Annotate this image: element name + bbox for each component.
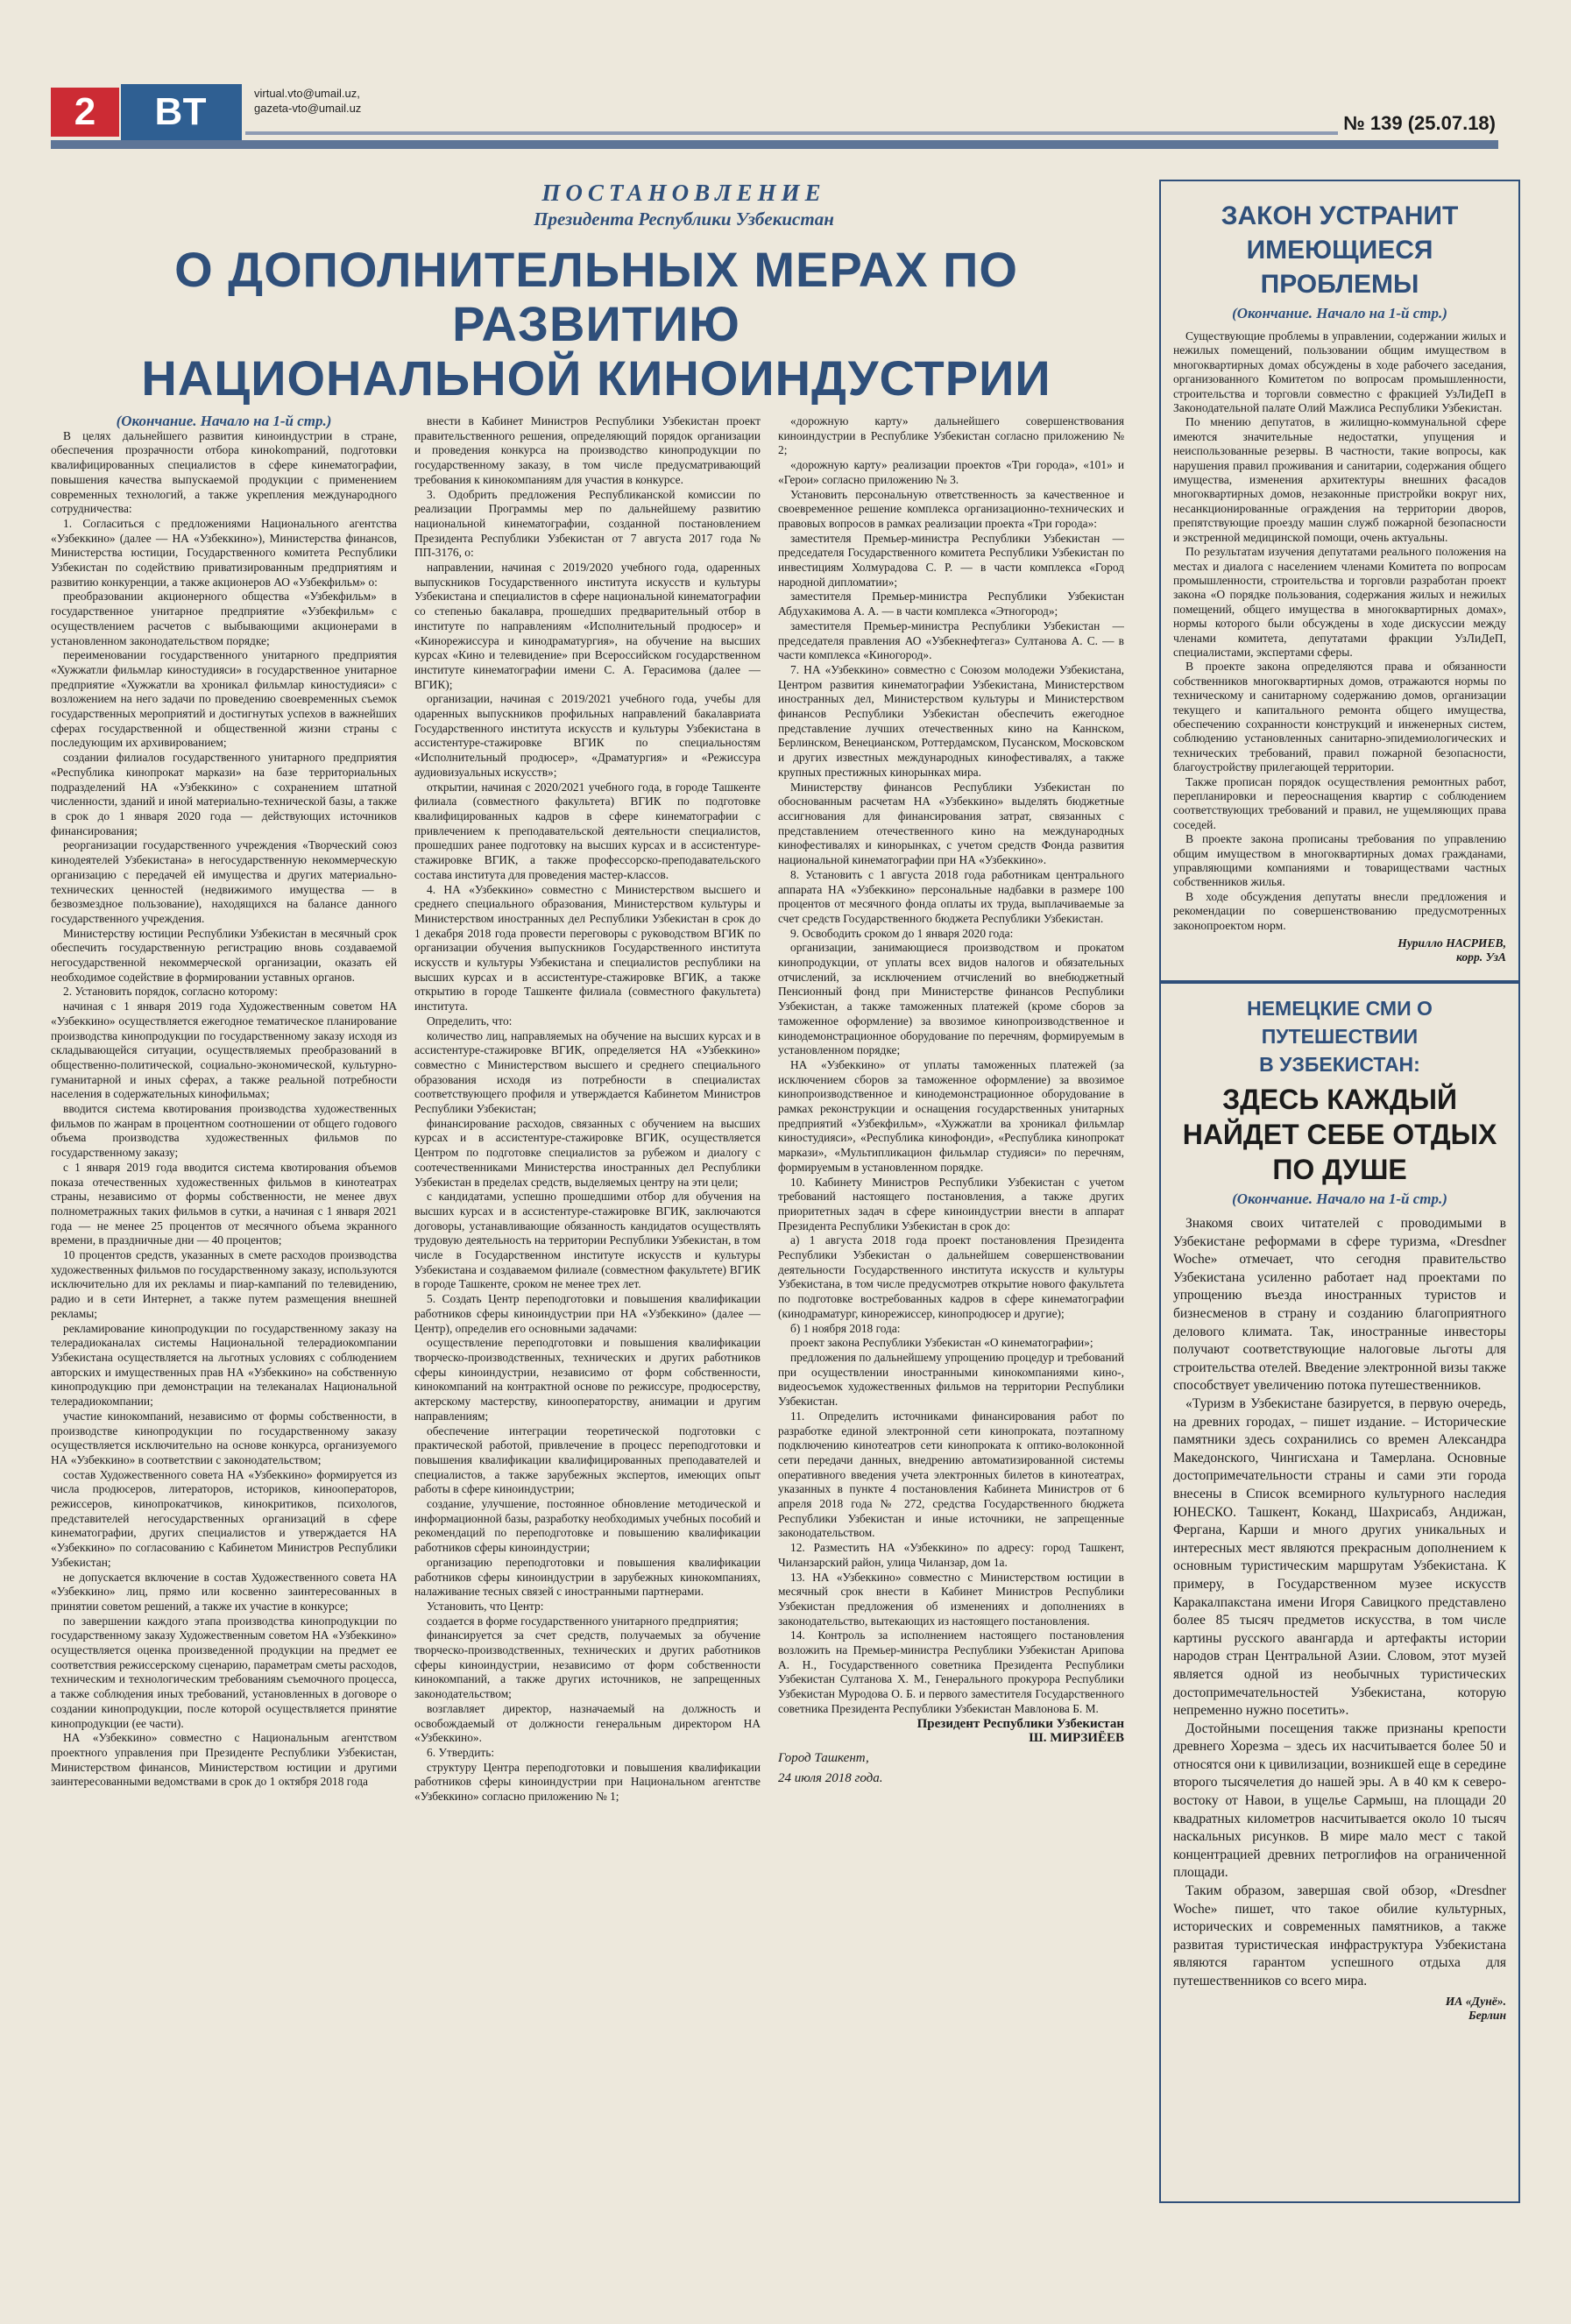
- paragraph: 5. Создать Центр переподготовки и повышения квалификации работников сферы киноиндустрии при НА «Узбеккино» (далее — Центр), определив его основными задачами:: [414, 1292, 761, 1335]
- paragraph: Достойными посещения также признаны крепости древнего Хорезма – здесь их насчитывается более 50 и относятся они к цивилизации, возникшей еще в середине второго тысячелетия до нашей эры. А в 40 км к северо-востоку от Навои, в ущелье Сармыш, на площади 20 квадратных километров насчитывается около 10 тысяч наскальных рисунков. В мире мало мест с такой концентрацией древних петроглифов на ограниченной площади.: [1173, 1720, 1506, 1881]
- paragraph: Таким образом, завершая свой обзор, «Dresdner Woche» пишет, что такое обилие культурных, исторических и современных памятников, а также развитая туристическая инфраструктура Узбекистана являются гарантом успешного отдыха для путешественников со всего мира.: [1173, 1883, 1506, 1988]
- header-band: [51, 140, 1498, 149]
- page-header: [0, 0, 1571, 184]
- paragraph: 4. НА «Узбеккино» совместно с Министерством высшего и среднего специального образования, Министерством культуры и Министерством иностранных дел Республики Узбекистан в срок до 1 декабря 2018 года провести переговоры с руководством ВГИК по организации обучения выпускников Государственного института искусств и культуры Узбекистана и специалистов республики на высших курсах и в ассистентуре-стажировке ВГИК, а также открытию в городе Ташкенте филиала (совместного факультета) института.: [414, 882, 761, 1014]
- story2-subtitle: ЗДЕСЬ КАЖДЫЙ НАЙДЕТ СЕБЕ ОТДЫХ ПО ДУШЕ: [1182, 1084, 1497, 1186]
- paragraph: По мнению депутатов, в жилищно-коммунальной сфере имеются значительные недостатки, упущения и неиспользованные резервы. В частности, такие вопросы, как нарушения правил проживания и санитарии, содержания общего имущества, изменения архитектуры внешних фасадов многоквартирных домов, незаконные пристройки вокруг них, несанкционированные ограждения на территории дворов, препятствующие проезду машин служб пожарной безопасности и экстренной медицинской помощи, очень актуальны.: [1173, 415, 1506, 544]
- story2-title-line-2: В УЗБЕКИСТАН:: [1259, 1053, 1420, 1077]
- signing-place: Город Ташкент,: [778, 1750, 869, 1765]
- sidebar-author: [1173, 936, 1506, 964]
- column-3-paragraphs: [778, 414, 1124, 1717]
- paragraph: открытии, начиная с 2020/2021 учебного года, в городе Ташкенте филиала (совместного факультета) ВГИК по подготовке квалифицированных кадров в сфере кинематографии с привлечением к преподавательской деятельности специалистов, прошедших ранее подготовку на высших курсах и в ассистентуре-стажировке ВГИК, а также профессорско-преподавательского состава института для проведения мастер-классов.: [414, 780, 761, 881]
- paragraph: создание, улучшение, постоянное обновление методической и информационной базы, разработку необходимых учебных пособий и рекомендаций по переподготовке и повышению квалификации работников сферы киноиндустрии;: [414, 1497, 761, 1555]
- paragraph: осуществление переподготовки и повышения квалификации творческо-производственных, технических и других работников сферы киноиндустрии, независимо от форм собственности, кинокомпаний на контрактной основе по режиссуре, продюсерству, актерскому мастерству, кинооператорству, анимации и другим направлениям;: [414, 1336, 761, 1423]
- story2-body: [1173, 1215, 1506, 1991]
- paragraph: Министерству юстиции Республики Узбекистан в месячный срок обеспечить государственную регистрацию вновь создаваемой негосударственной некоммерческой организации, оказать ей необходимое содействие в формировании уставных органов.: [51, 926, 397, 984]
- contact-emails: [254, 86, 361, 116]
- paragraph: НА «Узбеккино» совместно с Национальным агентством проектного управления при Президенте Республики Узбекистан, Министерством финансов, Министерством юстиции и другими заинтересованными ведомствами в срок до 1 октября 2018 года: [51, 1731, 397, 1789]
- paragraph: Министерству финансов Республики Узбекистан по обоснованным расчетам НА «Узбеккино» выделять бюджетные ассигнования для финансирования затрат, связанных с представлением отечественного кино на международных кинофестивалях и кинорынках, с учетом средств Фонда развития национальной кинематографии при НА «Узбеккино».: [778, 780, 1124, 867]
- paragraph: заместителя Премьер-министра Республики Узбекистан — председателя правления АО «Узбекнефтегаз» Султанова А. С. — в части комплекса «Киногород».: [778, 618, 1124, 662]
- paragraph: 6. Утвердить:: [427, 1745, 495, 1759]
- story2-title-line-1: НЕМЕЦКИЕ СМИ О ПУТЕШЕСТВИИ: [1247, 997, 1433, 1049]
- sidebar-author-role: корр. УзА: [1456, 950, 1506, 964]
- paragraph: 3. Одобрить предложения Республиканской комиссии по реализации Программы мер по дальнейшему развитию национальной кинематографии, созданной постановлением Президента Республики Узбекистан от 7 августа 2017 года № ПП-3176, о:: [414, 487, 761, 560]
- paragraph: НА «Узбеккино» от уплаты таможенных платежей (за исключением сборов за таможенное оформление) за ввозимое кинопроизводственное и кинодемонстрационное оборудование в рамках реконструкции и оснащения государственных унитарных предприятий «Узбекфильм», «Хужжатли ва хроникал фильмлар киностудияси», «Республика кинофонди», «Республика кинопрокат маркази», «Мультипликацион фильмлар студияси» по перечням, формируемым в установленном порядке.: [778, 1057, 1124, 1174]
- paragraph: организацию переподготовки и повышения квалификации работников сферы киноиндустрии в зарубежных кинокомпаниях, налаживание тесных связей с иностранными партнерами.: [414, 1555, 761, 1599]
- paragraph: В проекте закона прописаны требования по управлению общим имуществом в многоквартирных домах гражданами, управляющими компаниями и товариществами частных собственников жилья.: [1173, 832, 1506, 889]
- article-column-1: [51, 414, 397, 2324]
- paragraph: а) 1 августа 2018 года проект постановления Президента Республики Узбекистан о дальнейшем совершенствовании деятельности Государственного института искусств и культуры Узбекистана, в том числе предусмотрев открытие нового факультета по подготовке востребованных кадров в сфере кинематографии (кинодраматург, кинорежиссер, кинопродюсер и другие);: [778, 1233, 1124, 1320]
- paragraph: внести в Кабинет Министров Республики Узбекистан проект правительственного решения, определяющий порядок организации и проведения конкурса на производство кинопродукции по государственному заказу, в том числе предусматривающий требования к кинокомпаниям для участия в конкурсе.: [414, 414, 761, 486]
- paragraph: Знакомя своих читателей с проводимыми в Узбекистане реформами в сфере туризма, «Dresdner Woche» отмечает, что сегодня правительство Узбекистана усиленно работает над проектами по упрощению въезда иностранных туристов и бизнесменов в страну и созданию благоприятного делового климата. Так, иностранные инвесторы получают соответствующие налоговые льготы для строительства отелей. Введение электронной визы также способствует увеличению потока путешественников.: [1173, 1216, 1506, 1394]
- sidebar-author-name: Нурилло НАСРИЕВ,: [1398, 936, 1506, 950]
- headline-line-1: О ДОПОЛНИТЕЛЬНЫХ МЕРАХ ПО РАЗВИТИЮ: [174, 242, 1018, 351]
- paragraph: структуру Центра переподготовки и повышения квалификации работников сферы киноиндустрии при Национальном агентстве «Узбеккино» согласно приложению № 1;: [414, 1760, 761, 1804]
- issue-number: № 139 (25.07.18): [1338, 112, 1501, 135]
- paragraph: 10. Кабинету Министров Республики Узбекистан с учетом требований настоящего постановления, а также других приоритетных задач в сфере киноиндустрии внести в аппарат Президента Республики Узбекистан в срок до:: [778, 1175, 1124, 1233]
- signature-title: Президент Республики Узбекистан: [916, 1716, 1124, 1731]
- sidebar-body: [1173, 329, 1506, 933]
- paragraph: организации, начиная с 2019/2021 учебного года, учебы для одаренных выпускников профильных направлений бакалавриата Государственного института искусств и культуры Узбекистана в ассистентуре-стажировке ВГИК по специальностям «Исполнительный продюсер», «Драматургия» и «Режиссура аудиовизуальных искусств»;: [414, 692, 761, 779]
- story2-title: [1173, 994, 1506, 1078]
- paragraph: преобразовании акционерного общества «Узбекфильм» в государственное унитарное предприятие «Узбекфильм» с осуществлением расчетов с выбывающими акционерами в установленном законодательством порядке;: [51, 590, 397, 647]
- continued-note: (Окончание. Начало на 1-й стр.): [116, 414, 332, 429]
- paragraph: рекламирование кинопродукции по государственному заказу на телерадиоканалах системы Национальной телерадиокомпании Узбекистана осуществляется на льготных условиях с соблюдением авторских и имущественных прав НА «Узбеккино» на собственную кинопродукцию при демонстрации на телеканалах Национальной телерадиокомпании;: [51, 1321, 397, 1409]
- column-1-paragraphs: [51, 429, 397, 1790]
- sidebar-continued: (Окончание. Начало на 1-й стр.): [1232, 305, 1447, 321]
- email-1: virtual.vto@umail.uz,: [254, 87, 360, 100]
- paragraph: финансируется за счет средств, получаемых за обучение творческо-производственных, технических и других работников сферы киноиндустрии, независимо от форм собственности кинокомпаний, а также других источников, не запрещенных законодательством;: [414, 1628, 761, 1701]
- paragraph: 10 процентов средств, указанных в смете расходов производства художественных фильмов по государственному заказу, используются исключительно для их рекламы и пиар-кампаний по телевидению, радио и в сети Интернет, а также путем размещения внешней рекламы;: [51, 1248, 397, 1320]
- article-kicker: ПОСТАНОВЛЕНИЕ: [541, 180, 826, 206]
- paragraph: В целях дальнейшего развития киноиндустрии в стране, обеспечения прозрачности отбора киноkompаний, подготовки квалифицированных специалистов в сфере кинематографии, повышения качества выпускаемой продукции с применением современных технологий, а также укрепления международного сотрудничества:: [51, 428, 397, 516]
- headline-line-2: НАЦИОНАЛЬНОЙ КИНОИНДУСТРИИ: [141, 350, 1051, 406]
- paragraph: Определить, что:: [427, 1014, 513, 1028]
- paragraph: направлении, начиная с 2019/2020 учебного года, одаренных выпускников Государственного института искусств и культуры Узбекистана и специалистов в сфере национальной кинематографии со степенью бакалавра, прошедших предварительный отбор в институте по направлениям «Исполнительный продюсер» и «Кинорежиссура и кинодраматургия», на обучение на высших курсах «Кино и телевидение» при Всероссийском государственном институте кинематографии имени С. А. Герасимова (далее — ВГИК);: [414, 561, 761, 691]
- header-rule: [245, 131, 1498, 135]
- paragraph: реорганизации государственного учреждения «Творческий союз кинодеятелей Узбекистана» в негосударственную некоммерческую организацию с передачей ей имущества и других материально-технических ценностей (недвижимого имущества — в безвозмездное пользование), находящихся на балансе данного государственного учреждения.: [51, 838, 397, 925]
- article-column-3: [778, 414, 1124, 2324]
- paragraph: 2. Установить порядок, согласно которому:: [63, 985, 279, 999]
- story2-author-name: ИА «Дунё».: [1445, 1994, 1506, 2008]
- paragraph: Также прописан порядок осуществления ремонтных работ, перепланировки и переоснащения квартир с соблюдением соответствующих требований и правил, не ущемляющих права соседей.: [1173, 774, 1506, 831]
- page-number: 2: [51, 88, 119, 137]
- story2-city: Берлин: [1468, 2008, 1506, 2022]
- paragraph: создается в форме государственного унитарного предприятия;: [427, 1614, 739, 1628]
- paragraph: обеспечение интеграции теоретической подготовки с практической работой, привлечение в процесс переподготовки и повышения квалификации квалифицированных преподавателей и специалистов, а также зарубежных экспертов, имеющих опыт работы в сфере киноиндустрии;: [414, 1423, 761, 1496]
- paragraph: «Туризм в Узбекистане базируется, в первую очередь, на древних городах, – пишет издание. – Исторические памятники здесь сохранились со времен Александра Македонского, Чингисхана и Тамерлана. Основные достопримечательности страны и сами эти города внесены в Список всемирного культурного наследия ЮНЕСКО. Ташкент, Коканд, Шахрисабз, Андижан, Фергана, Карши и много других уникальных и интересных мест являются прекрасным дополнением к основным туристическим маршрутам Узбекистана. К примеру, в Государственном музее искусств Каракалпакстана имени Игоря Савицкого представлено более 85 тысяч предметов искусства, в том числе картины русского авангарда и артефакты истории народов стран Центральной Азии. Словом, этот музей является одной из необычных туристических достопримечательностей Узбекистана, которую непременно нужно посетить».: [1173, 1396, 1506, 1719]
- article-column-2: [414, 414, 761, 2324]
- paragraph: с кандидатами, успешно прошедшими отбор для обучения на высших курсах и в ассистентуре-стажировке ВГИК, заключаются договоры, устанавливающие обязанность кандидатов осуществлять трудовую деятельность на территории Республики Узбекистан, в том числе в Государственном институте искусств и культуры Узбекистана и создаваемом филиале (совместном факультете) ВГИК в городе Ташкенте, сроком не менее трех лет.: [414, 1190, 761, 1291]
- paragraph: Существующие проблемы в управлении, содержании жилых и нежилых помещений, пользовании общим имуществом в многоквартирных домах обсуждены в ходе рабочего заседания, организованного Комитетом по вопросам промышленности, строительства и торговли совместно с фракцией УзЛиДеП в Законодательной палате Олий Мажлиса Республики Узбекистан.: [1173, 329, 1506, 415]
- paragraph: б) 1 ноября 2018 года:: [790, 1321, 901, 1335]
- paragraph: По результатам изучения депутатами реального положения на местах и диалога с населением членами Комитета по вопросам промышленности, строительства и торговли разработан проект закона «О порядке пользования, содержания жилых и нежилых помещений, общего имущества в многоквартирных домах», нормы которого были обсуждены в ходе дискуссии между членами комитета, депутатами фракции УзЛиДеП, специалистами, экспертами сферы.: [1173, 545, 1506, 659]
- signature-name: Ш. МИРЗИЁЕВ: [1029, 1731, 1124, 1746]
- paragraph: 12. Разместить НА «Узбеккино» по адресу: город Ташкент, Чиланзарский район, улица Чиланзар, дом 1а.: [778, 1541, 1124, 1569]
- paragraph: «дорожную карту» реализации проектов «Три города», «101» и «Герои» согласно приложению № 3.: [778, 458, 1124, 486]
- paragraph: по завершении каждого этапа производства кинопродукции по государственному заказу Художественным советом НА «Узбеккино» осуществляется оценка произведенной продукции на предмет ее соответствия режиссерскому сценарию, параметрам сметы расходов, техническим и технологическим требованиям съемочного процесса, а также соблюдения иных требований, установленных в договоре о создании кинопродукции, после которой осуществляется принятие кинопродукции (ее части).: [51, 1614, 397, 1730]
- paragraph: создании филиалов государственного унитарного предприятия «Республика кинопрокат маркази» на базе территориальных подразделений НА «Узбеккино» с сохранением штатной численности, зданий и иной материально-технической базы, а также в срок до 1 января 2020 года — действующих источников финансирования;: [51, 751, 397, 837]
- email-2: gazeta-vto@umail.uz: [254, 102, 362, 115]
- article-columns: [51, 414, 1142, 2324]
- paragraph: В проекте закона определяются права и обязанности собственников многоквартирных домов, отражаются нормы по техническому и санитарному содержанию домов, организации текущего и капитального ремонта общего имущества, обеспечению сохранности конструкций и инженерных систем, соблюдению установленных санитарно-эпидемиологических и технических требований, правил пожарной безопасности, благоустройству прилегающей территории.: [1173, 660, 1506, 774]
- paragraph: проект закона Республики Узбекистан «О кинематографии»;: [790, 1336, 1093, 1350]
- sidebar: [1159, 180, 1520, 2203]
- main-article: [51, 180, 1142, 2324]
- paragraph: заместителя Премьер-министра Республики Узбекистан Абдухакимова А. А. — в части комплекса «Этногород»;: [778, 590, 1124, 618]
- story2-author: [1173, 1995, 1506, 2023]
- signing-date: 24 июля 2018 года.: [778, 1770, 883, 1785]
- paragraph: вводится система квотирования производства художественных фильмов по жанрам в процентном соотношении от общего годового объема производства художественных фильмов по государственному заказу;: [51, 1102, 397, 1160]
- paragraph: с 1 января 2019 года вводится система квотирования объемов показа отечественных художественных фильмов в кинотеатрах страны, независимо от формы собственности, не менее двух полнометражных таких фильмов в сутки, а начиная с 1 января 2021 года — не менее 25 процентов от месячного объема экранного времени, в праздничные дни — 40 процентов;: [51, 1160, 397, 1247]
- paragraph: количество лиц, направляемых на обучение на высших курсах и в ассистентуре-стажировке ВГИК, определяется НА «Узбеккино» совместно с Министерством высшего и среднего специального образования исходя из потребности в специалистах соответствующего профиля и утверждается Кабинетом Министров Республики Узбекистан;: [414, 1028, 761, 1116]
- column-2-paragraphs: [414, 414, 761, 1805]
- paragraph: не допускается включение в состав Художественного совета НА «Узбеккино» лиц, прямо или косвенно заинтересованных в принятии советом решений, а также их участие в конкурсе;: [51, 1570, 397, 1613]
- paragraph: 13. НА «Узбеккино» совместно с Министерством юстиции в месячный срок внести в Кабинет Министров Республики Узбекистан предложения об изменениях и дополнениях в законодательство, вытекающих из настоящего постановления.: [778, 1570, 1124, 1628]
- paragraph: заместителя Премьер-министра Республики Узбекистан — председателя Государственного комитета Республики Узбекистан по инвестициям Холмурадова С. Р. — в части комплекса «Город народной дипломатии»;: [778, 531, 1124, 589]
- paragraph: 7. НА «Узбеккино» совместно с Союзом молодежи Узбекистана, Центром развития кинематографии Узбекистана, Министерством иностранных дел, Министерством культуры и Министерством финансов Республики Узбекистан обеспечить ежегодное представление лучших отечественных кино на Каннском, Берлинском, Венецианском, Роттердамском, Пусанском, Московском и других известных международных кинофестивалях, а также крупных престижных кинорынках мира.: [778, 662, 1124, 779]
- paragraph: Установить персональную ответственность за качественное и своевременное решение комплекса организационно-технических и правовых вопросов в рамках реализации проекта «Три города»:: [778, 487, 1124, 530]
- paragraph: переименовании государственного унитарного предприятия «Хужжатли фильмлар киностудияси» в государственное унитарное предприятие «Хужжатли ва хроникал фильмлар киностудияси» с возложением на него задачи по проведению своевременных съемок государственных мероприятий и достигнутых успехов в важнейших сферах государственной и общественной жизни страны с последующим их архивированием;: [51, 648, 397, 750]
- paragraph: начиная с 1 января 2019 года Художественным советом НА «Узбеккино» осуществляется ежегодное тематическое планирование производства кинопродукции по государственному заказу исходя из складывающейся ситуации, осуществляемых преобразований в общественно-политической, социально-экономической, культурно-гуманитарной и иных сферах, а также реальной потребности населения в содержательных кинофильмах;: [51, 1000, 397, 1101]
- paragraph: 9. Освободить сроком до 1 января 2020 года:: [790, 926, 1014, 940]
- paragraph: 11. Определить источниками финансирования работ по разработке единой электронной сети кинопроката, поэтапному подключению кинотеатров сети кинопроката к оптико-волоконной сети передачи данных, внедрению автоматизированной системы оперативного введения учета электронных билетов в кинотеатрах, указанных в пункте 4 постановления Кабинета Министров от 6 апреля 2018 года № 272, средства Государственного бюджета Республики Узбекистан и иные источники, не запрещенные законодательством.: [778, 1409, 1124, 1540]
- paragraph: «дорожную карту» дальнейшего совершенствования киноиндустрии в Республике Узбекистан согласно приложению № 2;: [778, 414, 1124, 457]
- paragraph: 14. Контроль за исполнением настоящего постановления возложить на Премьер-министра Республики Узбекистан Арипова А. Н., Государственного советника Президента Республики Узбекистан Султанова Х. М., Генерального прокурора Республики Узбекистан Муродова О. Б. и первого заместителя Государственного советника Президента Республики Узбекистан Мавлонова Б. М.: [778, 1628, 1124, 1715]
- paragraph: финансирование расходов, связанных с обучением на высших курсах и в ассистентуре-стажировке ВГИК, осуществляется Центром по подготовке специалистов за рубежом и диалогу с соотечественниками Министерства иностранных дел Республики Узбекистан в пределах средств, выделяемых центру на эти цели;: [414, 1116, 761, 1189]
- article-headline: [51, 243, 1142, 406]
- story2-continued: (Окончание. Начало на 1-й стр.): [1232, 1190, 1447, 1208]
- paragraph: В ходе обсуждения депутаты внесли предложения и рекомендации по совершенствованию предусмотренных законопроектом норм.: [1173, 889, 1506, 932]
- paragraph: состав Художественного совета НА «Узбеккино» формируется из числа продюсеров, литераторов, историков, кинооператоров, режиссеров, кинопрокатчиков, кинокритиков, психологов, представителей негосударственных организаций в сфере кинематографии, других специалистов и утверждается НА «Узбеккино» по согласованию с Кабинетом Министров Республики Узбекистан;: [51, 1467, 397, 1569]
- paragraph: организации, занимающиеся производством и прокатом кинопродукции, от уплаты всех видов налогов и обязательных отчислений, за исключением отчислений во внебюджетный Пенсионный фонд при Министерстве финансов Республики Узбекистан, а также таможенных платежей (кроме сборов за таможенное оформление) за ввозимое кинопроизводственное и кинодемонстрационное оборудование по перечням, формируемым в установленном порядке;: [778, 941, 1124, 1057]
- sidebar-title: ЗАКОН УСТРАНИТ ИМЕЮЩИЕСЯ ПРОБЛЕМЫ: [1221, 201, 1459, 299]
- paragraph: участие кинокомпаний, независимо от формы собственности, в производстве кинопродукции по государственному заказу осуществляется исключительно на основе конкурса, организуемого НА «Узбеккино» в соответствии с законодательством;: [51, 1409, 397, 1466]
- paragraph: 1. Согласиться с предложениями Национального агентства «Узбеккино» (далее — НА «Узбеккино»), Министерства финансов, Министерства юстиции, Государственного комитета Республики Узбекистан по содействию приватизированным предприятиям и развитию конкуренции, а также акционеров АО «Узбекфильм» о:: [51, 516, 397, 589]
- sidebar-divider: [1161, 980, 1518, 984]
- paragraph: возглавляет директор, назначаемый на должность и освобождаемый от должности генеральным директором НА «Узбеккино».: [414, 1701, 761, 1745]
- paragraph: Установить, что Центр:: [427, 1599, 544, 1613]
- article-kicker-sub: Президента Республики Узбекистан: [534, 208, 834, 230]
- newspaper-logo: ВТ: [121, 84, 242, 140]
- paragraph: предложения по дальнейшему упрощению процедур и требований при осуществлении иностранными кинокомпаниями кино-, видеосъемок художественных фильмов на территории Республики Узбекистан.: [778, 1351, 1124, 1409]
- paragraph: 8. Установить с 1 августа 2018 года работникам центрального аппарата НА «Узбеккино» персональные надбавки в размере 100 процентов от месячного фонда оплаты их труда, выплачиваемые за счет средств Государственного бюджета Республики Узбекистан.: [778, 867, 1124, 925]
